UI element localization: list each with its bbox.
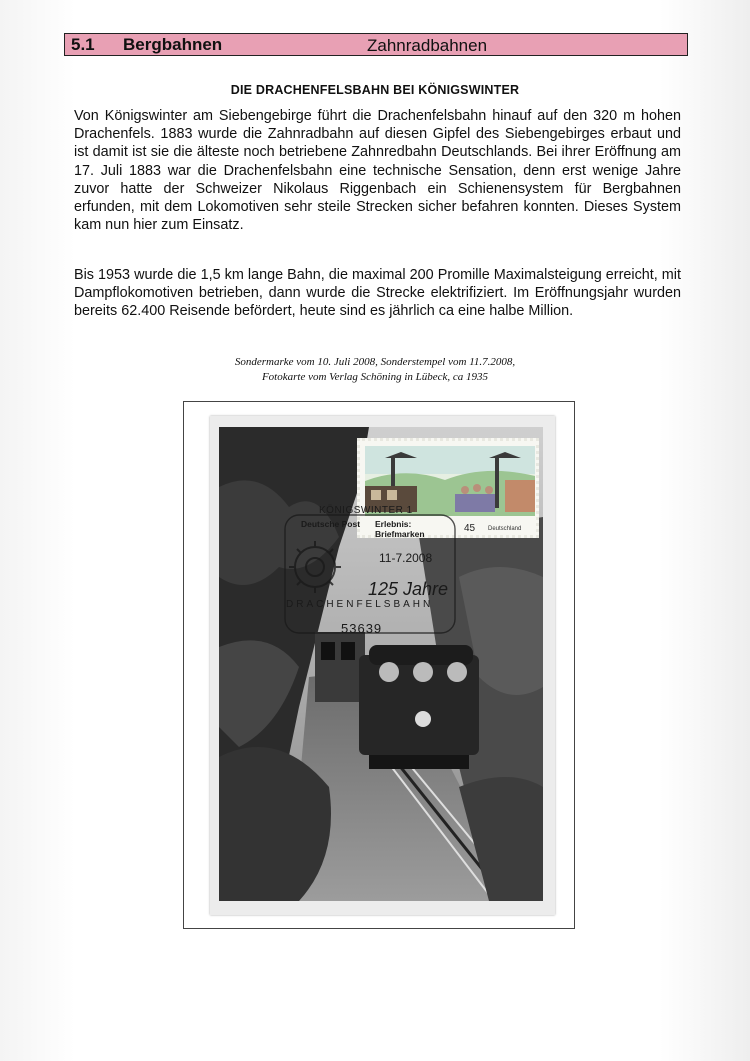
postmark-jubilee: 125 Jahre <box>368 579 449 599</box>
caption-line-1: Sondermarke vom 10. Juli 2008, Sonderstempel vom 11.7.2008, <box>234 356 516 368</box>
postmark-zip: 53639 <box>341 621 383 636</box>
section-number: 5.1 <box>71 35 95 54</box>
postmark-date: 11-7.2008 <box>379 551 433 565</box>
postmark-city: KÖNIGSWINTER 1 <box>319 505 413 516</box>
body-paragraph-2: Bis 1953 wurde die 1,5 km lange Bahn, die maximal 200 Promille Maximalsteigung erreicht, mit Dampflokomotiven betrieben, dann wurde die Strecke elektrifiziert. Im Eröffnungsjahr wurden bereits 62.400 Reisende befördert, heute sind es jährlich ca eine halbe Million. <box>74 267 681 320</box>
caption-line-2: Fotokarte vom Verlag Schöning in Lübeck, ca 1935 <box>261 371 489 383</box>
subsection-title: Zahnradbahnen <box>367 36 488 55</box>
stamp-value: 45 <box>464 523 476 534</box>
page-title: DIE DRACHENFELSBAHN BEI KÖNIGSWINTER <box>230 83 520 97</box>
section-header-bar <box>64 33 688 56</box>
photo-caption <box>0 355 750 385</box>
gear-emblem-icon <box>289 541 341 593</box>
postmark-sponsor-b: Erlebnis: Briefmarken <box>375 519 425 539</box>
body-paragraph-1: Von Königswinter am Siebengebirge führt die Drachenfelsbahn hinauf auf den 320 m hohen Drachenfels. 1883 wurde die Zahnradbahn auf diesen Gipfel des Siebengebirges erbaut und ist damit ist sie die älteste noch betriebene Zahnredbahn Deutschlands. Bei ihrer Eröffnung am 17. Juli 1883 war die Drachenfelsbahn eine technische Sensation, denn erst wenige Jahre zuvor hatte der Schweizer Nikolaus Riggenbach ein Schienensystem für Bergbahnen erfunden, mit dem Lokomotiven sehr steile Strecken sicher befahren konnten. Dieses System kam nun hier zum Einsatz. <box>74 108 681 234</box>
special-postmark <box>283 505 459 640</box>
postmark-route: DRACHENFELSBAHN <box>286 599 434 610</box>
postmark-sponsor-a: Deutsche Post <box>301 519 361 529</box>
stamp-country: Deutschland <box>488 526 522 532</box>
section-title: Bergbahnen <box>123 35 223 54</box>
